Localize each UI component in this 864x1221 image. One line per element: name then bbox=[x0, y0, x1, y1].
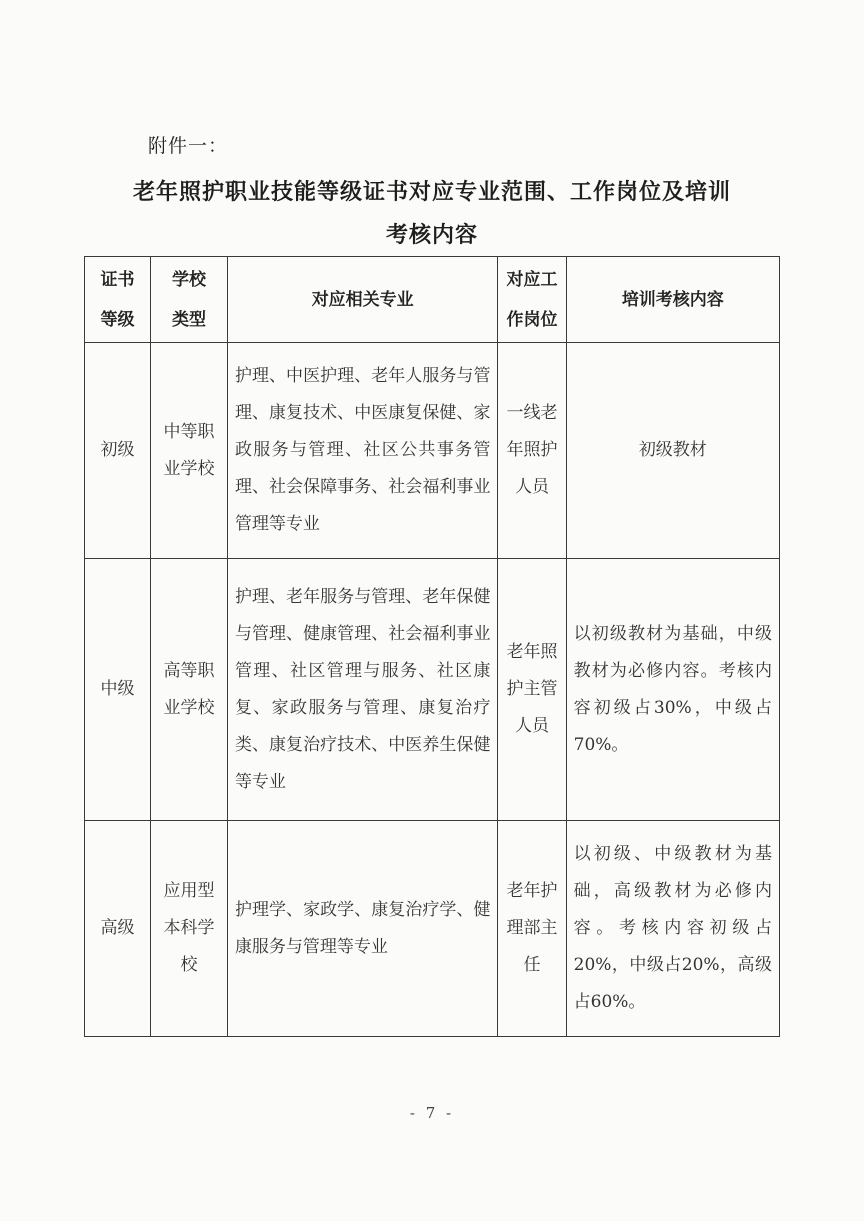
cell-school bbox=[150, 821, 227, 1037]
document-title-line1: 老年照护职业技能等级证书对应专业范围、工作岗位及培训 bbox=[132, 180, 731, 205]
cell-post-line3: 人员 bbox=[515, 477, 550, 497]
header-work-post-line1: 对应工 bbox=[506, 269, 558, 290]
cell-school bbox=[150, 343, 227, 559]
document-title-line2: 考核内容 bbox=[385, 223, 478, 248]
cell-post bbox=[498, 559, 566, 821]
header-work-post-line2: 作岗位 bbox=[506, 309, 558, 330]
header-cert-level bbox=[85, 257, 151, 343]
cell-content: 以初级教材为基础，中级教材为必修内容。考核内容初级占30%，中级占70%。 bbox=[566, 559, 779, 821]
cell-school-line1: 应用型 bbox=[163, 881, 215, 901]
header-school-type-line2: 类型 bbox=[171, 309, 206, 330]
cell-post bbox=[498, 343, 566, 559]
table-row bbox=[85, 821, 780, 1037]
cell-post-line2: 年照护 bbox=[506, 440, 558, 460]
cell-level: 中级 bbox=[85, 559, 151, 821]
cell-content: 以初级、中级教材为基础，高级教材为必修内容。考核内容初级占20%，中级占20%，高级占60%。 bbox=[566, 821, 779, 1037]
header-cert-level-line2: 等级 bbox=[100, 309, 135, 330]
header-work-post bbox=[498, 257, 566, 343]
header-cert-level-line1: 证书 bbox=[100, 269, 135, 290]
cell-school-line2: 本科学 bbox=[163, 918, 215, 938]
attachment-label: 附件一： bbox=[148, 135, 229, 157]
cell-majors: 护理、老年服务与管理、老年保健与管理、健康管理、社会福利事业管理、社区管理与服务、社区康复、家政服务与管理、康复治疗类、康复治疗技术、中医养生保健等专业 bbox=[227, 559, 498, 821]
header-school-type-line1: 学校 bbox=[171, 269, 206, 290]
table-row bbox=[85, 559, 780, 821]
cell-content: 初级教材 bbox=[566, 343, 779, 559]
cell-post-line1: 老年护 bbox=[506, 881, 558, 901]
table-row bbox=[85, 343, 780, 559]
cell-school-line2: 业学校 bbox=[163, 458, 215, 479]
header-related-majors: 对应相关专业 bbox=[227, 257, 498, 343]
cell-school-line2: 业学校 bbox=[163, 697, 215, 718]
cell-majors: 护理、中医护理、老年人服务与管理、康复技术、中医康复保健、家政服务与管理、社区公共事务管理、社会保障事务、社会福利事业管理等专业 bbox=[227, 343, 498, 559]
page-number: - 7 - bbox=[409, 1104, 455, 1122]
header-school-type bbox=[150, 257, 227, 343]
cell-post-line1: 一线老 bbox=[506, 403, 558, 423]
cell-post-line3: 任 bbox=[523, 955, 541, 975]
cell-post-line3: 人员 bbox=[515, 716, 550, 736]
header-training-content: 培训考核内容 bbox=[566, 257, 779, 343]
cell-level: 初级 bbox=[85, 343, 151, 559]
cell-school-line1: 中等职 bbox=[163, 421, 215, 442]
cell-post-line1: 老年照 bbox=[506, 642, 558, 662]
cell-school bbox=[150, 559, 227, 821]
cell-post bbox=[498, 821, 566, 1037]
cell-post-line2: 理部主 bbox=[506, 918, 558, 938]
cell-majors: 护理学、家政学、康复治疗学、健康服务与管理等专业 bbox=[227, 821, 498, 1037]
cell-school-line1: 高等职 bbox=[163, 660, 215, 681]
cell-school-line3: 校 bbox=[180, 955, 198, 975]
certificate-table bbox=[84, 256, 780, 1037]
table-header-row bbox=[85, 257, 780, 343]
cell-post-line2: 护主管 bbox=[506, 679, 558, 699]
cell-level: 高级 bbox=[85, 821, 151, 1037]
